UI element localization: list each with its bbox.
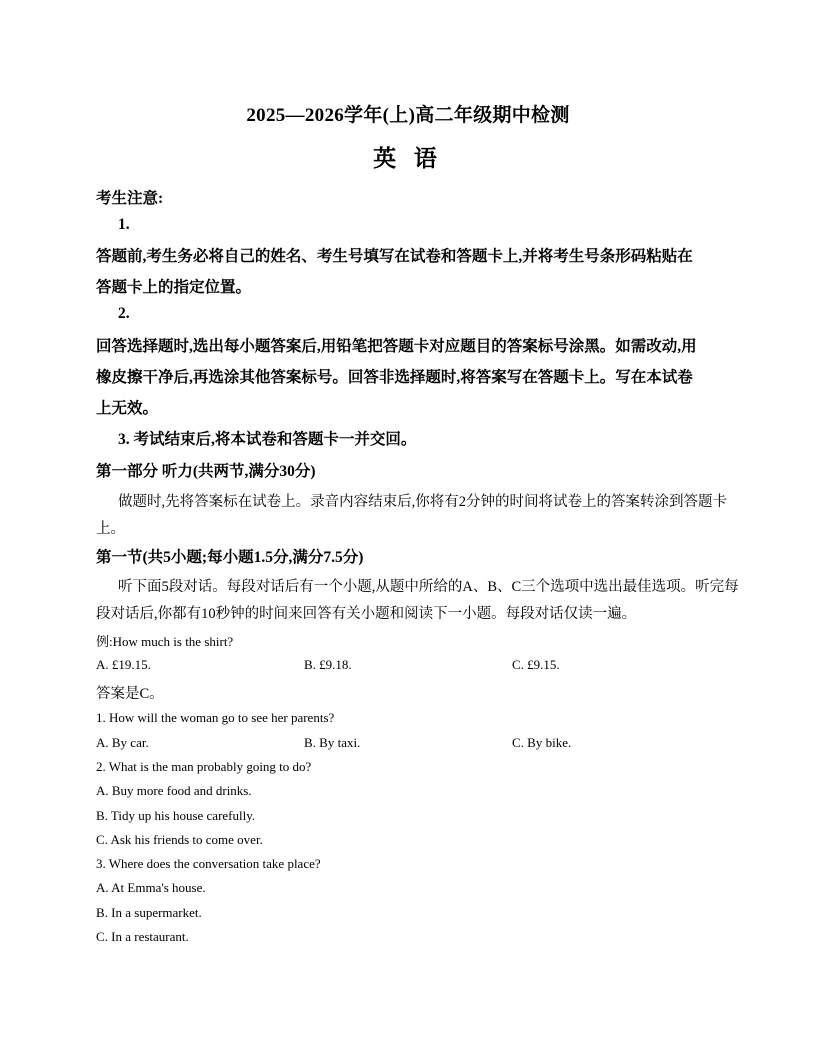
notice-item1-line1: 答题前,考生务必将自己的姓名、考生号填写在试卷和答题卡上,并将考生号条形码粘贴在 xyxy=(96,248,693,265)
subject-title: 英 语 xyxy=(373,146,443,171)
section1-instructions-line2: 段对话后,你都有10秒钟的时间来回答有关小题和阅读下一小题。每段对话仅读一遍。 xyxy=(96,606,637,622)
part1-intro-line2: 上。 xyxy=(96,521,125,537)
part1-intro-line1: 做题时,先将答案标在试卷上。录音内容结束后,你将有2分钟的时间将试卷上的答案转涂到答题卡 xyxy=(118,494,727,510)
part1-heading: 第一部分 听力(共两节,满分30分) xyxy=(96,463,316,480)
example-question: 例:How much is the shirt? xyxy=(96,634,234,649)
question-3-option-a: A. At Emma's house. xyxy=(96,880,206,895)
question-1-option-c: C. By bike. xyxy=(512,735,572,750)
notice-item2-line3: 上无效。 xyxy=(96,400,159,417)
notice-heading: 考生注意: xyxy=(96,190,164,207)
question-2-option-b: B. Tidy up his house carefully. xyxy=(96,808,256,823)
example-option-b: B. £9.18. xyxy=(304,657,352,672)
question-1: 1. How will the woman go to see her parents? xyxy=(96,710,335,725)
section1-instructions-line1: 听下面5段对话。每段对话后有一个小题,从题中所给的A、B、C三个选项中选出最佳选项。听完每 xyxy=(118,579,739,595)
notice-item1-line2: 答题卡上的指定位置。 xyxy=(96,279,252,296)
question-2-option-c: C. Ask his friends to come over. xyxy=(96,832,263,847)
example-answer: 答案是C。 xyxy=(96,686,164,702)
question-1-option-b: B. By taxi. xyxy=(304,735,361,750)
question-3: 3. Where does the conversation take place? xyxy=(96,856,321,871)
question-1-option-a: A. By car. xyxy=(96,735,149,750)
question-2-option-a: A. Buy more food and drinks. xyxy=(96,783,252,798)
notice-item2-line1: 回答选择题时,选出每小题答案后,用铅笔把答题卡对应题目的答案标号涂黑。如需改动,用 xyxy=(96,338,697,355)
question-2: 2. What is the man probably going to do? xyxy=(96,759,312,774)
example-option-c: C. £9.15. xyxy=(512,657,560,672)
example-option-a: A. £19.15. xyxy=(96,657,151,672)
question-3-option-b: B. In a supermarket. xyxy=(96,905,202,920)
notice-item2-line2: 橡皮擦干净后,再选涂其他答案标号。回答非选择题时,将答案写在答题卡上。写在本试卷 xyxy=(96,369,693,386)
section1-heading: 第一节(共5小题;每小题1.5分,满分7.5分) xyxy=(96,549,364,566)
notice-item1-number: 1. xyxy=(118,216,130,233)
question-3-option-c: C. In a restaurant. xyxy=(96,929,189,944)
notice-item3: 3. 考试结束后,将本试卷和答题卡一并交回。 xyxy=(118,431,417,448)
exam-title: 2025—2026学年(上)高二年级期中检测 xyxy=(246,105,570,126)
notice-item2-number: 2. xyxy=(118,305,130,322)
